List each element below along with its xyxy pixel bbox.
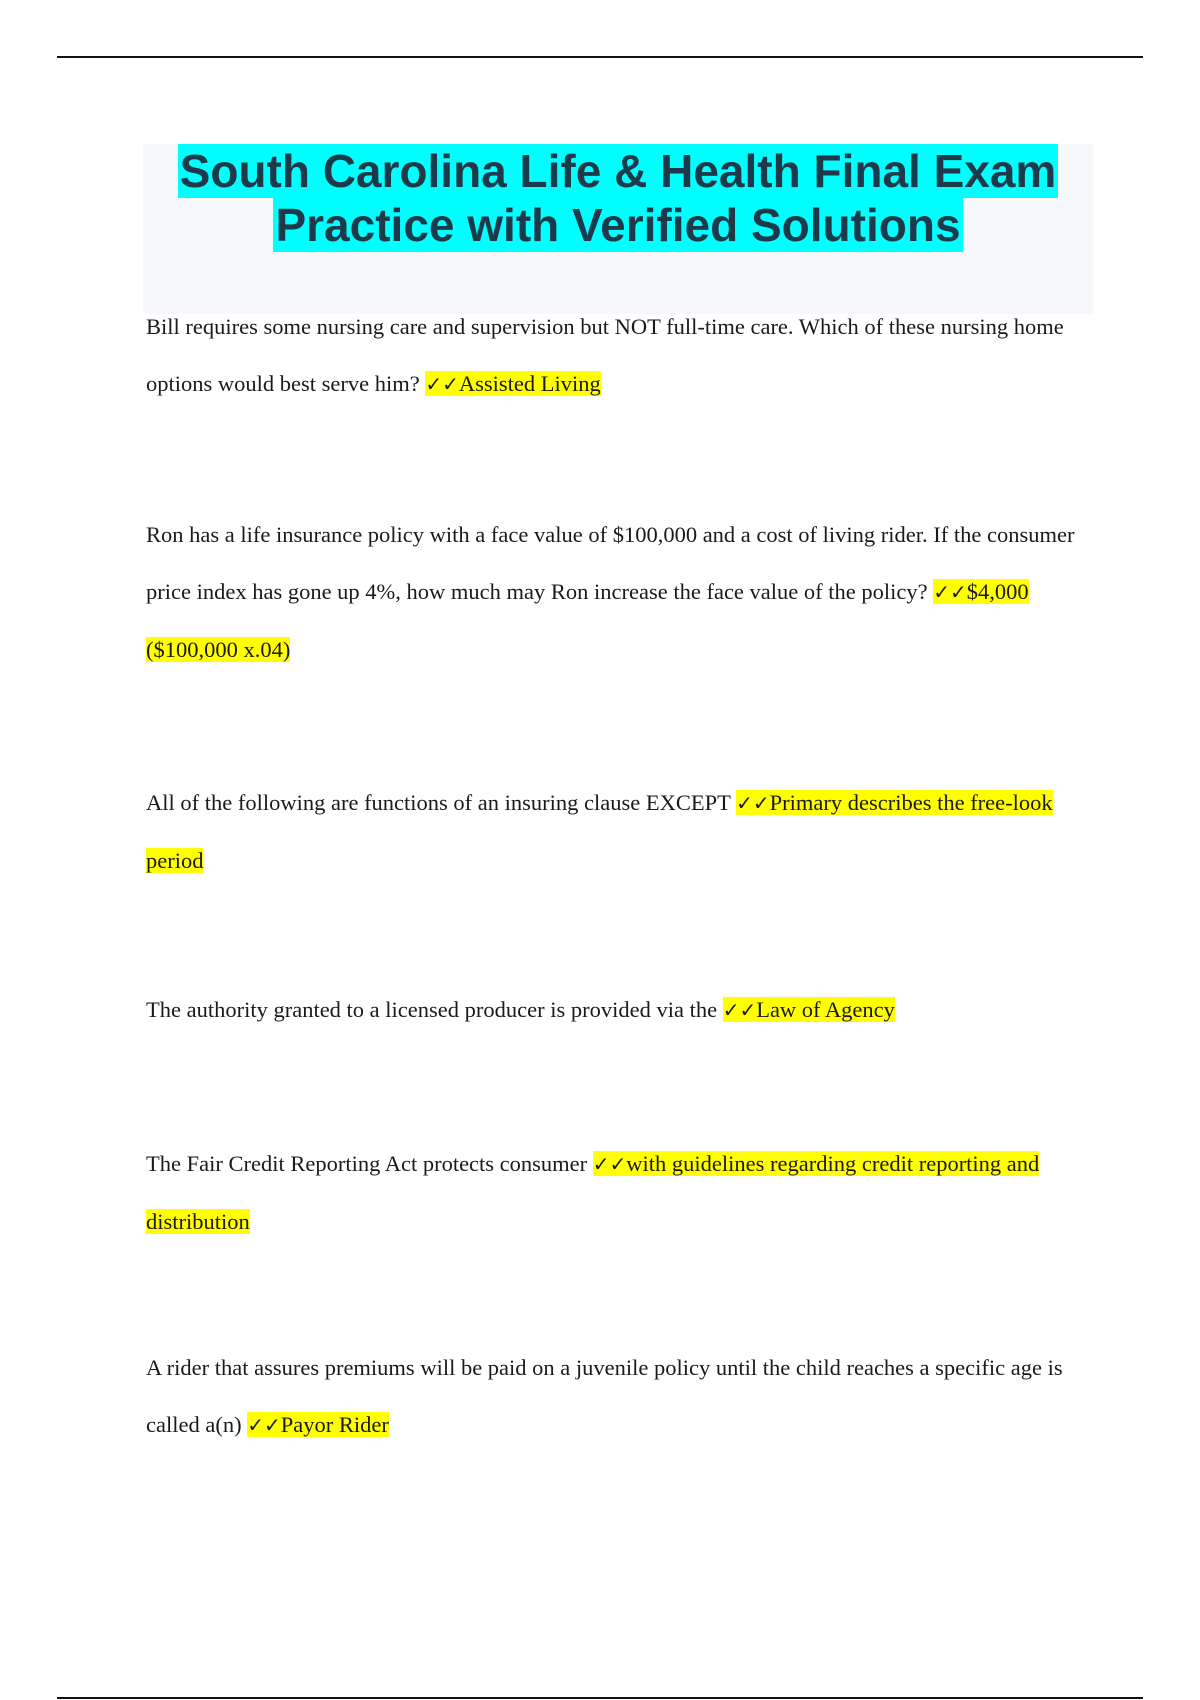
question-text: Bill requires some nursing care and supervision but NOT full-time care. Which of these nursing home options would best serve him? — [146, 314, 1064, 396]
answer-text: Payor Rider — [280, 1412, 389, 1437]
answer-text: Assisted Living — [458, 371, 601, 396]
answer-text: with guidelines regarding credit reporting and distribution — [146, 1151, 1040, 1234]
answer-highlight — [247, 1412, 389, 1437]
qa-item-5 — [146, 1135, 1096, 1250]
double-check-icon: ✓✓ — [722, 998, 757, 1022]
question-text: The Fair Credit Reporting Act protects consumer — [146, 1151, 593, 1176]
double-check-icon: ✓✓ — [933, 580, 967, 604]
double-check-icon: ✓✓ — [592, 1152, 627, 1176]
question-text: A rider that assures premiums will be paid on a juvenile policy until the child reaches a specific age is called a(n) — [146, 1355, 1063, 1437]
qa-item-2 — [146, 506, 1096, 678]
document-title-line-2: Practice with Verified Solutions — [275, 199, 961, 251]
question-text: The authority granted to a licensed producer is provided via the — [146, 997, 723, 1022]
double-check-icon: ✓✓ — [736, 791, 770, 815]
qa-item-1 — [146, 298, 1096, 413]
answer-highlight — [425, 371, 600, 396]
title-block — [143, 144, 1093, 314]
double-check-icon: ✓✓ — [247, 1413, 281, 1437]
document-title-line-1: South Carolina Life & Health Final Exam — [179, 145, 1057, 197]
qa-item-4 — [146, 981, 1096, 1039]
question-text: All of the following are functions of an insuring clause EXCEPT — [146, 790, 737, 815]
answer-text: $4,000 ($100,000 x.04) — [146, 579, 1029, 662]
top-rule — [57, 56, 1143, 58]
answer-text: Law of Agency — [756, 997, 895, 1022]
double-check-icon: ✓✓ — [425, 372, 459, 396]
answer-highlight — [723, 997, 895, 1022]
answer-text: Primary describes the free-look period — [146, 790, 1053, 873]
bottom-rule — [57, 1697, 1143, 1699]
qa-item-3 — [146, 774, 1096, 889]
question-text: Ron has a life insurance policy with a face value of $100,000 and a cost of living rider. If the consumer price index has gone up 4%, how much may Ron increase the face value of the policy? — [146, 522, 1075, 604]
qa-item-6 — [146, 1339, 1096, 1454]
